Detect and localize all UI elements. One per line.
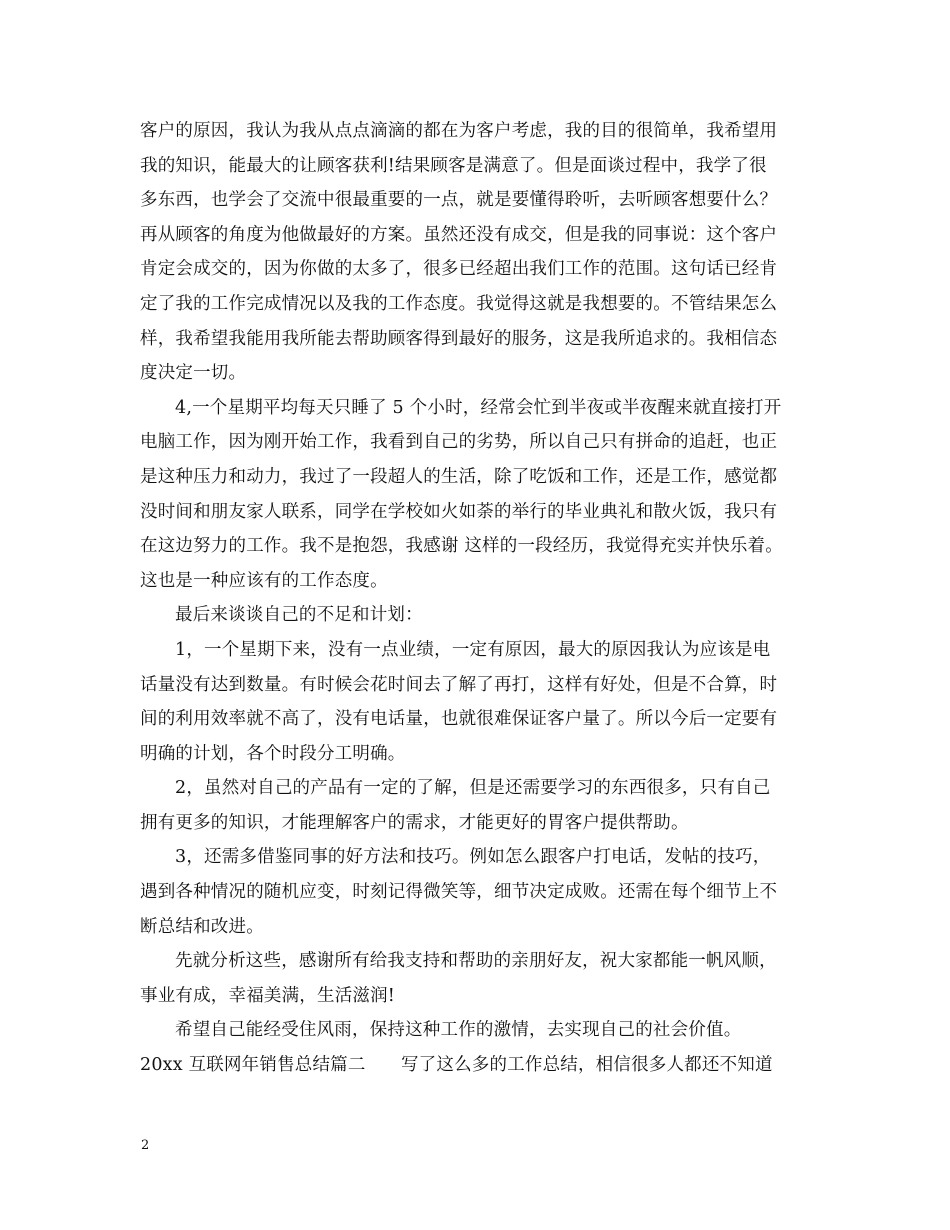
text-line: 度决定一切。 — [140, 363, 247, 384]
text-line: 拥有更多的知识，才能理解客户的需求，才能更好的胃客户提供帮助。 — [140, 812, 689, 833]
text-line: 希望自己能经受住风雨，保持这种工作的激情，去实现自己的社会价值。 — [175, 1020, 742, 1041]
document-body — [140, 114, 812, 1083]
text-line: 1，一个星期下来，没有一点业绩，一定有原因，最大的原因我认为应该是电 — [175, 639, 771, 660]
text-line: 事业有成，幸福美满，生活滋润! — [140, 985, 396, 1006]
text-line: 3，还需多借鉴同事的好方法和技巧。例如怎么跟客户打电话，发帖的技巧， — [175, 847, 771, 868]
text-line: 是这种压力和动力，我过了一段超人的生活，除了吃饭和工作，还是工作，感觉都 — [140, 466, 778, 487]
text-line: 电脑工作，因为刚开始工作，我看到自己的劣势，所以自己只有拼命的追赶，也正 — [140, 432, 778, 453]
text-line: 客户的原因，我认为我从点点滴滴的都在为客户考虑，我的目的很简单，我希望用 — [140, 121, 778, 141]
text-line: 4,一个星期平均每天只睡了 5 个小时，经常会忙到半夜或半夜醒来就直接打开 — [175, 397, 782, 418]
text-line: 断总结和改进。 — [140, 916, 264, 937]
text-line: 我的知识，能最大的让顾客获利!结果顾客是满意了。但是面谈过程中，我学了很 — [140, 155, 767, 176]
text-line: 遇到各种情况的随机应变，时刻记得微笑等，细节决定成败。还需在每个细节上不 — [140, 882, 778, 903]
text-line: 话量没有达到数量。有时候会花时间去了解了再打，这样有好处，但是不合算，时 — [140, 674, 778, 695]
text-line: 这也是一种应该有的工作态度。 — [140, 570, 388, 591]
page-number: 2 — [141, 1138, 150, 1153]
text-line: 没时间和朋友家人联系，同学在学校如火如荼的举行的毕业典礼和散火饭，我只有 — [140, 501, 778, 522]
text-line: 明确的计划，各个时段分工明确。 — [140, 743, 406, 764]
text-line: 再从顾客的角度为他做最好的方案。虽然还没有成交，但是我的同事说：这个客户 — [140, 224, 778, 245]
text-line: 2，虽然对自己的产品有一定的了解，但是还需要学习的东西很多，只有自己 — [175, 778, 771, 799]
text-line: 多东西，也学会了交流中很最重要的一点，就是要懂得聆听，去听顾客想要什么？ — [140, 190, 778, 211]
text-line: 定了我的工作完成情况以及我的工作态度。我觉得这就是我想要的。不管结果怎么 — [140, 293, 778, 314]
text-line: 在这边努力的工作。我不是抱怨，我感谢 这样的一段经历，我觉得充实并快乐着。 — [140, 536, 783, 557]
text-line: 肯定会成交的，因为你做的太多了，很多已经超出我们工作的范围。这句话已经肯 — [140, 259, 778, 280]
text-line: 先就分析这些，感谢所有给我支持和帮助的亲朋好友，祝大家都能一帆风顺， — [175, 951, 777, 972]
text-line: 最后来谈谈自己的不足和计划： — [175, 605, 423, 626]
text-line: 样，我希望我能用我所能去帮助顾客得到最好的服务，这是我所追求的。我相信态 — [140, 328, 778, 349]
text-line: 20xx 互联网年销售总结篇二 写了这么多的工作总结，相信很多人都还不知道 — [140, 1055, 773, 1076]
text-line: 间的利用效率就不高了，没有电话量，也就很难保证客户量了。所以今后一定要有 — [140, 709, 778, 730]
